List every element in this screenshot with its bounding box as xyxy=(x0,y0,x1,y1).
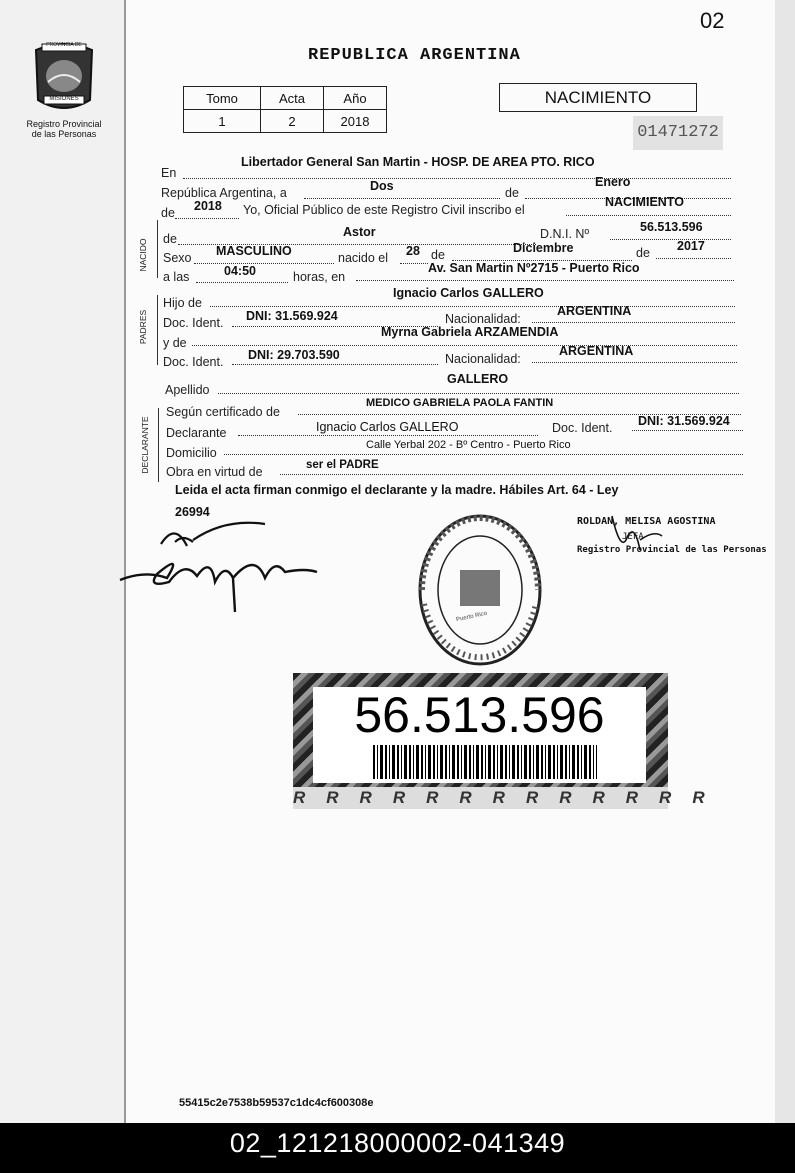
id-sticker xyxy=(293,673,726,809)
section-declarante: DECLARANTE xyxy=(140,416,150,474)
dots xyxy=(224,454,743,455)
nacido-hora: 04:50 xyxy=(224,264,256,278)
acta-dia: Dos xyxy=(370,179,394,193)
republica-label: República Argentina, a xyxy=(161,186,287,200)
declarante-doc: DNI: 31.569.924 xyxy=(638,414,730,428)
seal-inner: Puerto Rico xyxy=(455,610,488,624)
domicilio-label: Domicilio xyxy=(166,446,217,460)
acta-value: 2 xyxy=(261,110,324,133)
nacido-mes: Diciembre xyxy=(513,241,574,255)
official-name: ROLDAN, MELISA AGOSTINA xyxy=(577,516,716,527)
dots xyxy=(400,263,428,264)
certificado: MEDICO GABRIELA PAOLA FANTIN xyxy=(366,397,554,409)
dots xyxy=(632,430,743,431)
footer-id-bar xyxy=(0,1123,795,1173)
anio-label: Año xyxy=(324,87,387,110)
de-label-nacido: de xyxy=(163,232,177,246)
document-hash: 55415c2e7538b59537c1dc4cf600308e xyxy=(179,1097,374,1109)
madre-nac-label: Nacionalidad: xyxy=(445,352,521,366)
acta-anio: 2018 xyxy=(194,199,222,213)
tomo-label: Tomo xyxy=(184,87,261,110)
dni-label: D.N.I. Nº xyxy=(540,227,590,241)
acta-inscripcion: NACIMIENTO xyxy=(605,195,684,209)
dots xyxy=(196,282,288,283)
hijo-label: Hijo de xyxy=(163,296,202,310)
sticker-pattern: R xyxy=(293,788,327,807)
dots xyxy=(232,364,438,365)
en-label: En xyxy=(161,166,177,180)
nacido-sexo: MASCULINO xyxy=(216,244,292,258)
padre-nombre: Ignacio Carlos GALLERO xyxy=(393,286,544,300)
document-title: REPUBLICA ARGENTINA xyxy=(308,46,521,65)
alas-label: a las xyxy=(163,270,190,284)
sticker-number: 56.513.596 xyxy=(354,687,605,743)
dots xyxy=(194,263,334,264)
dots xyxy=(532,322,735,323)
horas-label: horas, en xyxy=(293,270,346,284)
sticker-pattern-row: RRRRRRRRRRRRR xyxy=(293,788,726,807)
closing-text: Leida el acta firman conmigo el declarante y la madre. Hábiles Art. 64 - Ley xyxy=(175,483,619,497)
acta-lugar: Libertador General San Martin - HOSP. DE AREA PTO. RICO xyxy=(241,155,595,169)
dots xyxy=(238,435,538,436)
official-cargo: JEFA xyxy=(622,532,644,542)
declarante-label: Declarante xyxy=(166,426,227,440)
nacido-dia: 28 xyxy=(406,244,420,258)
yde-label: y de xyxy=(163,336,187,350)
dots xyxy=(218,393,739,394)
padre-doc: DNI: 31.569.924 xyxy=(246,309,338,323)
nacido-domicilio: Av. San Martin Nº2715 - Puerto Rico xyxy=(428,261,640,275)
declarante-doc-label: Doc. Ident. xyxy=(552,421,613,435)
tomo-value: 1 xyxy=(184,110,261,133)
madre-nacionalidad: ARGENTINA xyxy=(559,344,634,358)
sexo-label: Sexo xyxy=(163,251,192,265)
signature-declarante xyxy=(115,512,325,617)
logo-text-bottom: MISIONES xyxy=(49,96,79,102)
logo-caption-line2: de las Personas xyxy=(31,129,97,139)
dots xyxy=(183,178,731,179)
nacido-anio: 2017 xyxy=(677,239,705,253)
province-logo xyxy=(28,38,100,116)
logo-text-top: PROVINCIA DE xyxy=(46,42,82,48)
record-type-box: NACIMIENTO xyxy=(499,83,697,112)
acta-mes: Enero xyxy=(595,175,631,189)
de-label-2: de xyxy=(161,206,175,220)
oficial-text: Yo, Oficial Público de este Registro Civil inscribo el xyxy=(243,203,525,217)
madre-doc: DNI: 29.703.590 xyxy=(248,348,340,362)
dots xyxy=(280,474,743,475)
nacido-dni: 56.513.596 xyxy=(640,220,703,234)
dots xyxy=(304,198,500,199)
nacido-nombre: Astor xyxy=(343,225,376,239)
dots xyxy=(175,218,239,219)
right-margin xyxy=(775,0,795,1123)
padre-doc-label: Doc. Ident. xyxy=(163,316,224,330)
official-office: Registro Provincial de las Personas xyxy=(577,545,767,555)
dots xyxy=(356,280,734,281)
shield-icon xyxy=(28,38,100,116)
dots xyxy=(210,306,735,307)
dots xyxy=(532,362,737,363)
de-label: de xyxy=(505,186,519,200)
sticker-barcode xyxy=(373,745,597,779)
section-bracket xyxy=(158,408,159,482)
dots xyxy=(192,345,737,346)
footer-id: 02_121218000002-041349 xyxy=(229,1128,566,1158)
padre-nac-label: Nacionalidad: xyxy=(445,312,521,326)
logo-caption-line1: Registro Provincial xyxy=(26,119,102,129)
obra-label: Obra en virtud de xyxy=(166,465,263,479)
logo-caption xyxy=(14,119,114,139)
closing-law: 26994 xyxy=(175,505,210,519)
acta-label: Acta xyxy=(261,87,324,110)
de-label-a: de xyxy=(431,248,445,262)
anio-value: 2018 xyxy=(324,110,387,133)
tomo-acta-table xyxy=(183,86,387,133)
section-bracket xyxy=(157,295,158,365)
de-label-b: de xyxy=(636,246,650,260)
dots xyxy=(610,239,731,240)
page-number: 02 xyxy=(700,8,725,33)
obra-value: ser el PADRE xyxy=(306,459,379,471)
section-bracket xyxy=(157,220,158,278)
folio-number: 01471272 xyxy=(633,116,723,150)
declarante-domicilio: Calle Yerbal 202 - Bº Centro - Puerto Rico xyxy=(366,439,571,451)
nacido-el-label: nacido el xyxy=(338,251,389,265)
dots xyxy=(566,215,731,216)
section-padres: PADRES xyxy=(138,309,148,345)
apellido-value: GALLERO xyxy=(447,372,509,386)
left-margin xyxy=(0,0,124,1123)
cert-label: Según certificado de xyxy=(166,405,280,419)
declarante-nombre: Ignacio Carlos GALLERO xyxy=(316,420,459,434)
madre-doc-label: Doc. Ident. xyxy=(163,355,224,369)
madre-nombre: Myrna Gabriela ARZAMENDIA xyxy=(381,325,559,339)
apellido-label: Apellido xyxy=(165,383,210,397)
padre-nacionalidad: ARGENTINA xyxy=(557,304,632,318)
section-nacido: NACIDO xyxy=(138,238,148,272)
dots xyxy=(656,258,731,259)
official-seal xyxy=(414,510,546,670)
